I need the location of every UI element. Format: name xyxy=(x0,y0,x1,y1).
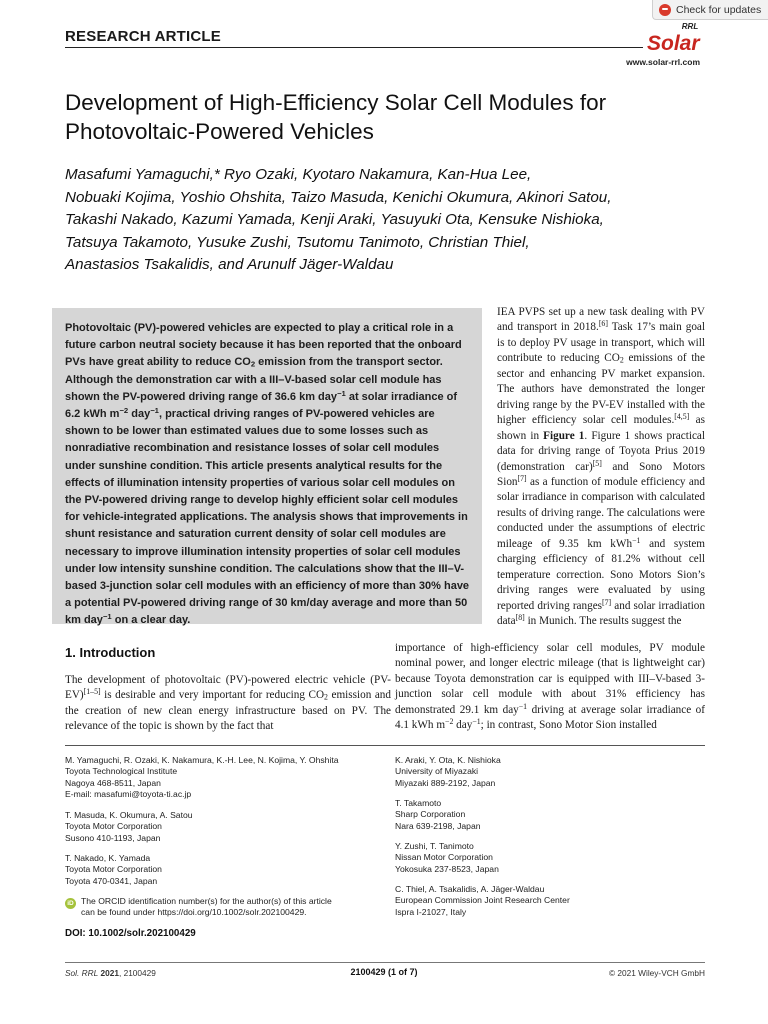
footer-page-number: 2100429 (1 of 7) xyxy=(350,967,418,977)
affiliation-line: Nara 639-2198, Japan xyxy=(395,820,481,831)
refresh-icon xyxy=(659,4,671,16)
footer-rule xyxy=(65,962,705,963)
affiliation-line: M. Yamaguchi, R. Ozaki, K. Nakamura, K.-H. Lee, N. Kojima, Y. Ohshita xyxy=(65,755,339,765)
affiliation-block xyxy=(65,853,162,887)
affiliation-line: T. Takamoto xyxy=(395,798,442,808)
figure-link[interactable]: Figure 1 xyxy=(543,429,585,442)
affiliation-line: University of Miyazaki xyxy=(395,766,479,777)
affiliation-line: K. Araki, Y. Ota, K. Nishioka xyxy=(395,755,501,765)
affiliation-line: Ispra I-21027, Italy xyxy=(395,906,467,917)
citation-link[interactable]: [7] xyxy=(517,474,527,484)
author-line: Masafumi Yamaguchi,* Ryo Ozaki, Kyotaro Nakamura, Kan-Hua Lee, xyxy=(65,166,532,183)
author-line: Takashi Nakado, Kazumi Yamada, Kenji Araki, Yasuyuki Ota, Kensuke Nishioka, xyxy=(65,211,604,228)
title-line: Photovoltaic-Powered Vehicles xyxy=(65,119,374,144)
affiliation-block xyxy=(395,798,481,832)
affiliation-line: Miyazaki 889-2192, Japan xyxy=(395,777,496,788)
solar-rrl-logo xyxy=(646,20,702,56)
affiliation-line: T. Masuda, K. Okumura, A. Satou xyxy=(65,810,193,820)
article-title xyxy=(65,88,695,146)
affiliation-line: C. Thiel, A. Tsakalidis, A. Jäger-Waldau xyxy=(395,884,545,894)
affiliation-block xyxy=(395,841,499,875)
section-heading-introduction: 1. Introduction xyxy=(65,645,156,660)
body-text-right-column: IEA PVPS set up a new task dealing with PV and transport in 2018.[6] Task 17’s main goal is to deploy PV usage in transport, which will contribute to reducing $CO_2$ emissions of the sector and enhancing PV market expansion. The authors have demonstrated the longer driving range by the PV-EV installed with the higher efficiency solar cell modules.[4,5] as shown in Figure 1. Figure 1 shows practical data for driving range of Toyota Prius 2019 (demonstration car)[5] and Sono Motors Sion[7] as a function of module efficiency and solar irradiance in comparison with calculated results of driving range. The calculations were conducted under the assumptions of electric mileage of 9.35 km kWh$^{-1}$ and system charging efficiency of 81.2% without cell temperature correction. Sono Motors Sion’s driving ranges were evaluated by using reported driving ranges[7] and solar irradiation data[8] in Munich. The results suggest the xyxy=(497,306,706,628)
author-line: Nobuaki Kojima, Yoshio Ohshita, Taizo Masuda, Kenichi Okumura, Akinori Satou, xyxy=(65,188,612,206)
author-list xyxy=(65,164,705,277)
check-for-updates-label: Check for updates xyxy=(676,3,762,16)
affiliation-line: Toyota Motor Corporation xyxy=(65,821,162,832)
affiliation-line: European Commission Joint Research Center xyxy=(395,895,570,906)
citation-link[interactable]: [1–5] xyxy=(83,687,101,697)
section-label: RESEARCH ARTICLE xyxy=(65,28,221,45)
email-link[interactable]: E-mail: masafumi@toyota-ti.ac.jp xyxy=(65,788,192,799)
journal-url: www.solar-rrl.com xyxy=(626,57,700,67)
citation-link[interactable]: [6] xyxy=(598,319,608,329)
affiliation-line: Nagoya 468-8511, Japan xyxy=(65,777,161,788)
affiliation-line: Y. Zushi, T. Tanimoto xyxy=(395,841,474,851)
citation-link[interactable]: [5] xyxy=(592,458,602,468)
affiliation-block xyxy=(395,884,570,918)
abstract-text: Photovoltaic (PV)-powered vehicles are expected to play a critical role in a future carbon neutral society because it has been reported that the onboard PVs have great ability to reduce $CO_2$ emission from the transport sector. Although the demonstration car with a III–V-based solar cell module has shown the PV-powered driving range of 36.6 km day$^{-1}$ at solar irradiance of 6.2 kWh $m^{-2}$ day$^{-1}$, practical driving ranges of PV-powered vehicles are shown to be lower than estimated values due to some losses such as nonradiative recombination and resistance losses of solar cell modules under sunshine condition. This article presents analytical results for the effects of illumination intensity properties of various solar cell modules on the PV-powered driving range to develop highly efficient solar cell modules for vehicle-integrated applications. The analysis shows that improvements in shunt resistance and saturation current density of solar cell modules are necessary to improve illumination intensity properties of solar cell modules under low intensity sunshine condition. The calculations show that the III–V-based 3-junction solar cell modules with an efficiency of more than 30% have a potential PV-powered driving range of 30 km/day average and more than 50 km day$^{-1}$ on a clear day. xyxy=(65,322,470,627)
orcid-note-line: The ORCID identification number(s) for the author(s) of this article xyxy=(81,896,332,906)
footer-copyright: © 2021 Wiley-VCH GmbH xyxy=(608,968,705,978)
affiliation-line: Yokosuka 237-8523, Japan xyxy=(395,863,499,874)
author-line: Tatsuya Takamoto, Yusuke Zushi, Tsutomu Tanimoto, Christian Thiel, xyxy=(65,233,530,251)
affiliation-line: Toyota Motor Corporation xyxy=(65,864,162,875)
body-text-left-column: The development of photovoltaic (PV)-powered electric vehicle (PV-EV)[1–5] is desirable and very important for reducing $CO_2$ emission and the creation of new clean energy infrastructure based on PV. The relevance of the topic is shown by the fact that xyxy=(65,674,391,733)
header-rule xyxy=(65,47,643,48)
affiliation-line: Nissan Motor Corporation xyxy=(395,852,493,863)
affiliation-line: Sharp Corporation xyxy=(395,809,466,820)
affiliation-block xyxy=(395,755,501,789)
affiliation-line: Toyota 470-0341, Japan xyxy=(65,875,158,886)
affiliation-line: Toyota Technological Institute xyxy=(65,766,178,777)
orcid-link[interactable]: can be found under https://doi.org/10.1002/solr.202100429. xyxy=(81,907,307,918)
citation-link[interactable]: [7] xyxy=(602,597,612,607)
orcid-note xyxy=(65,896,332,919)
footer-citation: Sol. RRL 2021, 2100429 xyxy=(65,968,156,978)
orcid-icon: iD xyxy=(65,898,76,909)
svg-text:Solar: Solar xyxy=(647,32,700,55)
affiliation-line: T. Nakado, K. Yamada xyxy=(65,853,151,863)
title-line: Development of High-Efficiency Solar Cell Modules for xyxy=(65,90,607,115)
affiliation-block xyxy=(65,810,193,844)
affiliation-rule xyxy=(65,745,705,746)
doi-link[interactable]: DOI: 10.1002/solr.202100429 xyxy=(65,928,196,939)
affiliation-block xyxy=(65,755,339,800)
body-text-wide-column: importance of high-efficiency solar cell modules, PV module nominal power, and longer electric mileage (that is lightweight car) because Toyota demonstration car is equipped with III–V-based 3-junction solar cell module with about 31% efficiency has demonstrated 29.1 km day$^{-1}$ driving at average solar irradiance of 4.1 kWh $m^{-2}$ day$^{-1}$; in contrast, Sono Motor Sion installed xyxy=(395,642,705,732)
citation-link[interactable]: [4,5] xyxy=(674,412,690,422)
author-line: Anastasios Tsakalidis, and Arunulf Jäger-Waldau xyxy=(65,256,394,273)
citation-link[interactable]: [8] xyxy=(515,613,525,623)
svg-text:RRL: RRL xyxy=(681,22,699,31)
affiliation-line: Susono 410-1193, Japan xyxy=(65,832,161,843)
check-for-updates-button[interactable] xyxy=(652,0,768,20)
